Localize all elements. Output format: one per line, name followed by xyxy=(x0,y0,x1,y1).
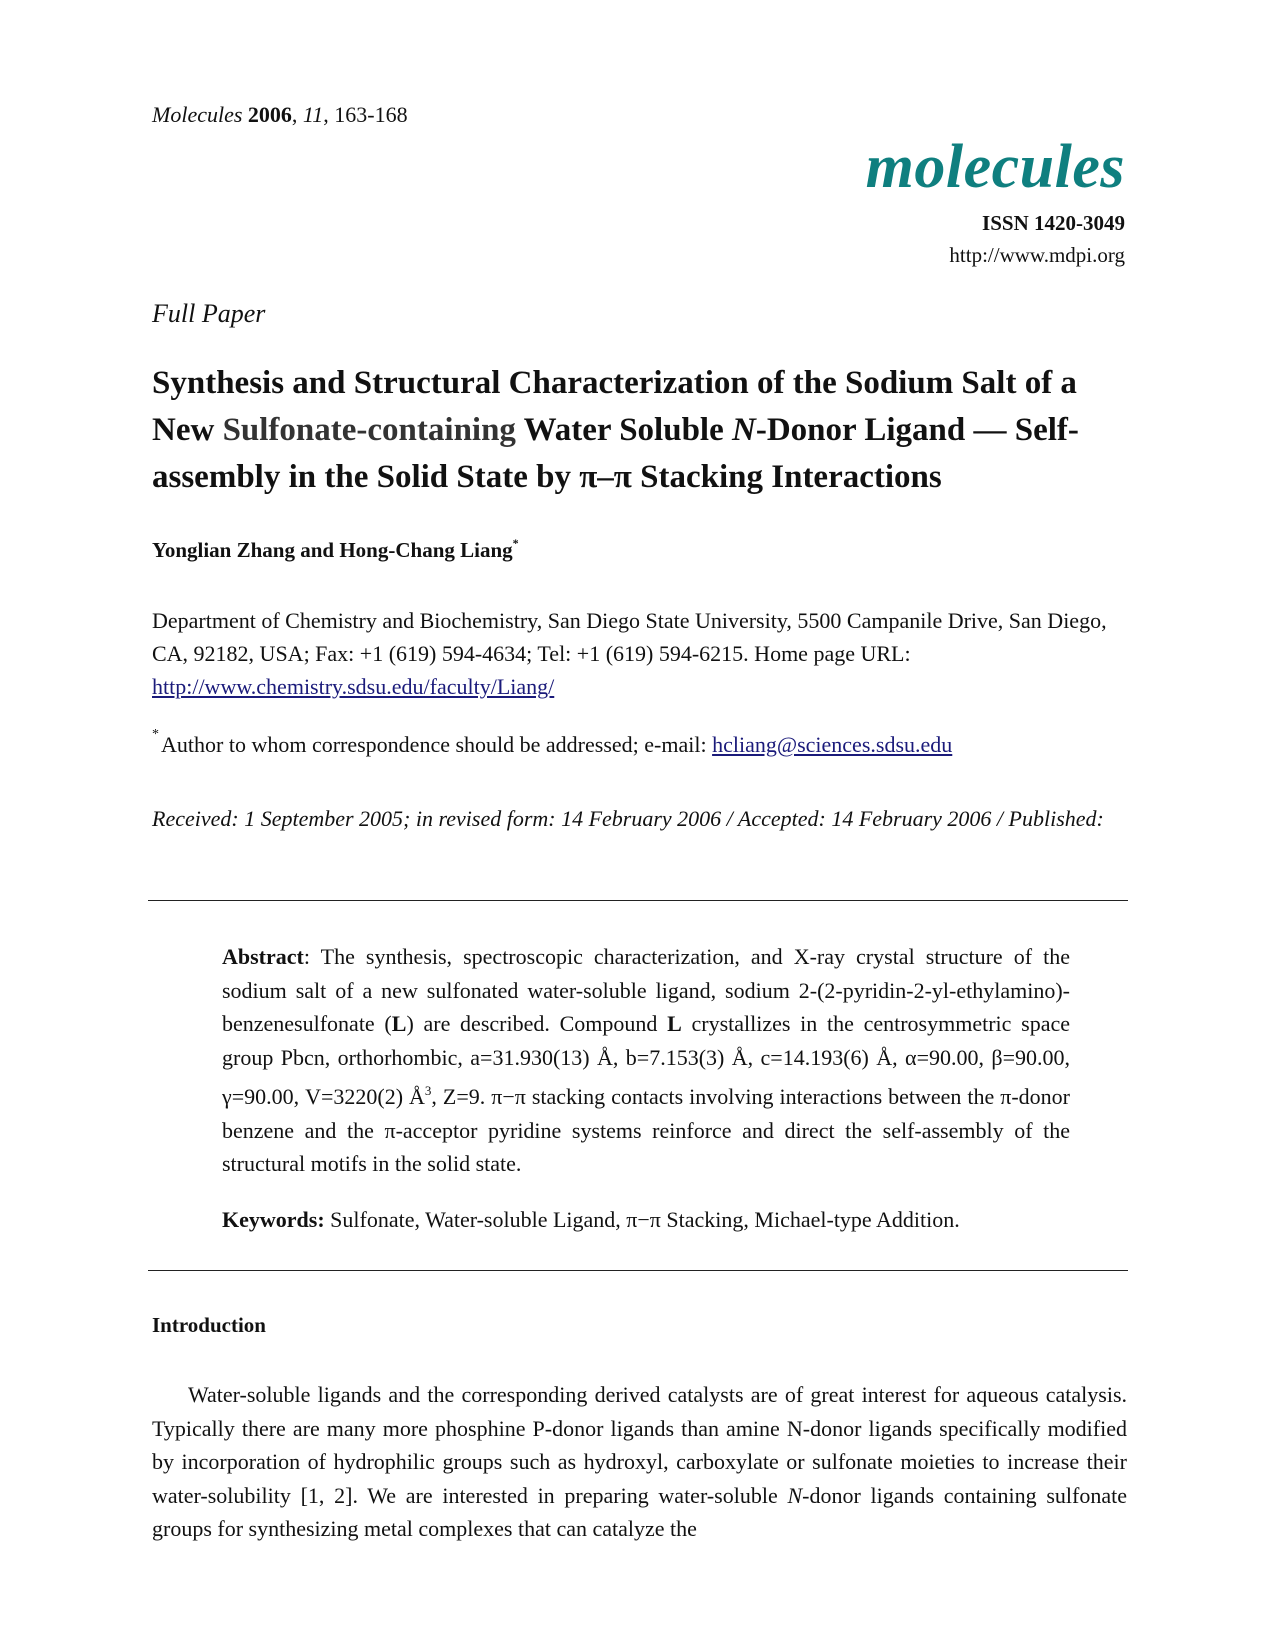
affiliation: Department of Chemistry and Biochemistry, San Diego State University, 5500 Campanile Drive, San Diego, CA, 92182, USA; Fax: +1 (619) 594-4634; Tel: +1 (619) 594-6215. Home page URL: http://www.chemistry.sdsu.edu/faculty/Liang/ xyxy=(152,608,1107,699)
keywords: Keywords: Sulfonate, Water-soluble Ligand, π−π Stacking, Michael-type Addition. xyxy=(222,1207,960,1232)
email-link[interactable]: hcliang@sciences.sdsu.edu xyxy=(712,732,953,757)
divider-bottom xyxy=(148,1270,1128,1271)
publication-dates: Received: 1 September 2005; in revised form: 14 February 2006 / Accepted: 14 February 2006 / Published: xyxy=(152,806,1104,831)
journal-name: Molecules xyxy=(152,102,243,127)
paper-title: Synthesis and Structural Characterization of the Sodium Salt of a New Sulfonate-containing Water Soluble N-Donor Ligand — Self-assembly in the Solid State by π–π Stacking Interactions xyxy=(152,365,1079,495)
abstract-label: Abstract xyxy=(222,944,304,969)
journal-pages: , 163-168 xyxy=(323,102,408,127)
correspondence-note: *Author to whom correspondence should be addressed; e-mail: hcliang@sciences.sdsu.edu xyxy=(152,727,953,757)
section-heading-introduction: Introduction xyxy=(152,1313,266,1337)
journal-logo: molecules xyxy=(865,133,1125,201)
publisher-url: http://www.mdpi.org xyxy=(949,243,1125,267)
abstract: Abstract: The synthesis, spectroscopic characterization, and X-ray crystal structure of the sodium salt of a new sulfonated water-soluble ligand, sodium 2-(2-pyridin-2-yl-ethylamino)-benzenesulfonate (L) are described. Compound L crystallizes in the centrosymmetric space group Pbcn, orthorhombic, a=31.930(13) Å, b=7.153(3) Å, c=14.193(6) Å, α=90.00, β=90.00, γ=90.00, V=3220(2) $Å^3$, Z=9. π−π stacking contacts involving interactions between the π-donor benzene and the π-acceptor pyridine systems reinforce and direct the self-assembly of the structural motifs in the solid state. xyxy=(222,944,1070,1176)
corresponding-marker: * xyxy=(512,536,519,550)
author-list: Yonglian Zhang and Hong-Chang Liang* xyxy=(152,536,519,562)
journal-citation: Molecules 2006, 11, 163-168 xyxy=(152,102,408,127)
journal-year: 2006 xyxy=(247,102,292,127)
journal-volume: 11 xyxy=(302,102,324,127)
title-highlight: Sulfonate-containing xyxy=(222,412,516,448)
issn: ISSN 1420-3049 xyxy=(982,211,1125,235)
homepage-link[interactable]: http://www.chemistry.sdsu.edu/faculty/Liang/ xyxy=(152,674,555,699)
keywords-label: Keywords: xyxy=(222,1207,325,1232)
introduction-paragraph: Water-soluble ligands and the corresponding derived catalysts are of great interest for aqueous catalysis. Typically there are many more phosphine P-donor ligands than amine N-donor ligands specifically modified by incorporation of hydrophilic groups such as hydroxyl, carboxylate or sulfonate moieties to increase their water-solubility [1, 2]. We are interested in preparing water-soluble N-donor ligands containing sulfonate groups for synthesizing metal complexes that can catalyze the xyxy=(152,1382,1127,1541)
divider-top xyxy=(148,900,1128,901)
paper-type: Full Paper xyxy=(152,299,266,328)
